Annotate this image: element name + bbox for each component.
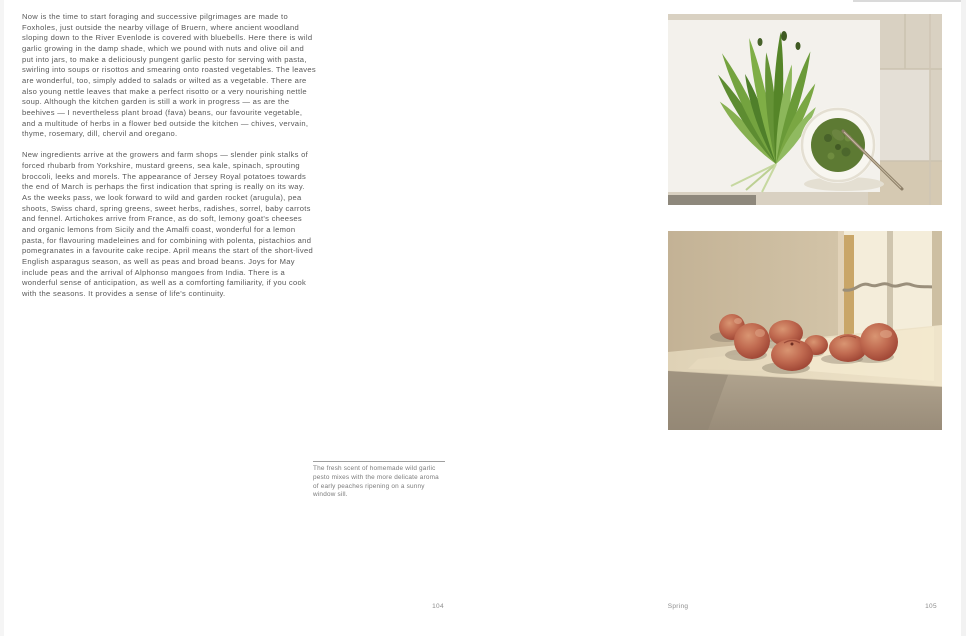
photo-peaches-illustration: [668, 231, 942, 430]
scan-artifact-left-edge: [0, 0, 4, 636]
peach: [734, 323, 770, 359]
left-page-body-text: [22, 12, 316, 310]
photo-wild-garlic-pesto-illustration: [668, 14, 942, 205]
section-label: Spring: [667, 603, 689, 610]
photo-peaches-windowsill: [668, 231, 942, 430]
right-page-number: 105: [925, 603, 937, 610]
body-paragraph-1: Now is the time to start foraging and successive pilgrimages are made to Foxholes, just outside the nearby village of Bruern, where ancient woodland sloping down to the River Evenlode is covered with bluebells. Here there is wild garlic growing in the damp shade, which we pound with nuts and olive oil and put into jars, to make a deliciously pungent garlic pesto for serving with pasta, swirling into soups or risottos and smearing onto roasted vegetables. The leaves are wonderful, too, simply added to salads or wilted as a vegetable. There are also young nettle leaves that make a perfect risotto or a very nourishing nettle soup. Although the kitchen garden is still a work in progress — as are the beehives — I nevertheless plant broad (fava) beans, our favourite vegetable, and a multitude of herbs in a flower bed outside the kitchen — chives, vervain, thyme, rosemary, dill, chervil and oregano.: [22, 12, 317, 139]
photo-caption: The fresh scent of homemade wild garlic pesto mixes with the more delicate aroma of early peaches ripening on a sunny window sill.: [313, 461, 445, 500]
peach: [860, 323, 898, 361]
body-paragraph-2: New ingredients arrive at the growers and farm shops — slender pink stalks of forced rhubarb from Yorkshire, mustard greens, sea kale, spinach, sprouting broccoli, leeks and morels. The appearance of Jersey Royal potatoes towards the end of March is perhaps the first indication that spring is really on its way. As the weeks pass, we look forward to wild and garden rocket (arugula), pea shoots, Swiss chard, spring greens, sweet herbs, radishes, sorrel, baby carrots and fennel. Artichokes arrive from France, as do soft, lemony goat's cheeses and organic lemons from Sicily and the Amalfi coast, wonderful for a lemon pasta, for flavouring madeleines and for combining with polenta, pistachios and pomegranates in a favourite cake recipe. April means the start of the short-lived English asparagus season, as well as peas and broad beans. Joys for May include peas and the arrival of Alphonso mangoes from India. There is a wonderful sense of anticipation, as well as a comforting familiarity, if you cook with the seasons. It provides a sense of life's continuity.: [22, 150, 314, 298]
window-frame-ochre-strip: [844, 235, 854, 335]
scan-artifact-top-edge: [853, 0, 966, 2]
scan-artifact-right-edge: [961, 0, 966, 636]
photo-wild-garlic-pesto: [668, 14, 942, 205]
board-edge-shadow: [668, 195, 756, 205]
left-page-number: 104: [432, 603, 444, 610]
window-frame-right: [932, 231, 942, 339]
